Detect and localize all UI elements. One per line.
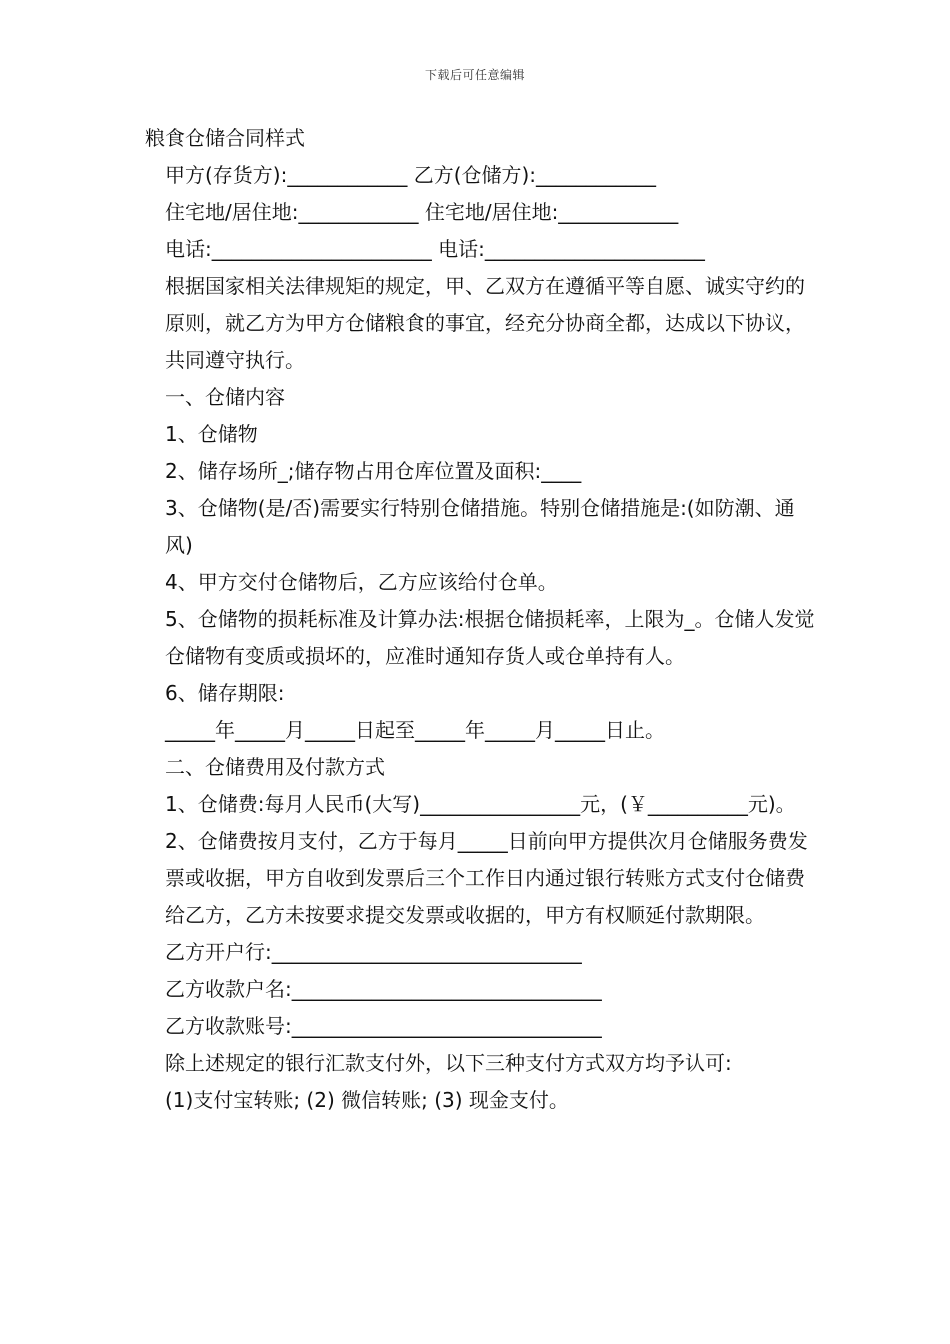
clause-1-4: 4、甲方交付仓储物后，乙方应该给付仓单。: [165, 570, 558, 594]
account-name-line: 乙方收款户名:_______________________________: [165, 977, 602, 1001]
clause-1-6: 6、储存期限:: [165, 681, 285, 705]
clause-1-5: 5、仓储物的损耗标准及计算办法:根据仓储损耗率，上限为_。仓储人发觉仓储物有变质或损坏的，应准时通知存货人或仓单持有人。: [165, 607, 815, 668]
party-line: 甲方(存货方):____________ 乙方(仓储方):____________: [165, 163, 657, 187]
payment-options-line: (1)支付宝转账; (2) 微信转账; (3) 现金支付。: [165, 1088, 569, 1112]
section-heading-2: 二、仓储费用及付款方式: [165, 755, 385, 779]
clause-1-3: 3、仓储物(是/否)需要实行特别仓储措施。特别仓储措施是:(如防潮、通风): [165, 496, 795, 557]
document-title: 粮食仓储合同样式: [145, 126, 305, 150]
bank-name-line: 乙方开户行:_______________________________: [165, 940, 582, 964]
clause-2-1: 1、仓储费:每月人民币(大写)________________元，(￥__________元)。: [165, 792, 796, 816]
account-number-line: 乙方收款账号:_______________________________: [165, 1014, 602, 1038]
other-payment-line: 除上述规定的银行汇款支付外，以下三种支付方式双方均予认可:: [165, 1051, 732, 1075]
clause-1-1: 1、仓储物: [165, 422, 258, 446]
storage-period-dates: _____年_____月_____日起至_____年_____月_____日止。: [165, 718, 665, 742]
address-line: 住宅地/居住地:____________ 住宅地/居住地:____________: [165, 200, 679, 224]
intro-paragraph: 根据国家相关法律规矩的规定，甲、乙双方在遵循平等自愿、诚实守约的原则，就乙方为甲方仓储粮食的事宜，经充分协商全都，达成以下协议，共同遵守执行。: [165, 274, 805, 372]
section-heading-1: 一、仓储内容: [165, 385, 285, 409]
page-header: 下载后可任意编辑: [424, 68, 525, 82]
contract-document: [145, 120, 815, 1119]
clause-2-2: 2、仓储费按月支付，乙方于每月_____日前向甲方提供次月仓储服务费发票或收据，甲方自收到发票后三个工作日内通过银行转账方式支付仓储费给乙方，乙方未按要求提交发票或收据的，甲方有权顺延付款期限。: [165, 829, 808, 927]
phone-line: 电话:______________________ 电话:______________________: [165, 237, 705, 261]
clause-1-2: 2、储存场所_;储存物占用仓库位置及面积:____: [165, 459, 582, 483]
